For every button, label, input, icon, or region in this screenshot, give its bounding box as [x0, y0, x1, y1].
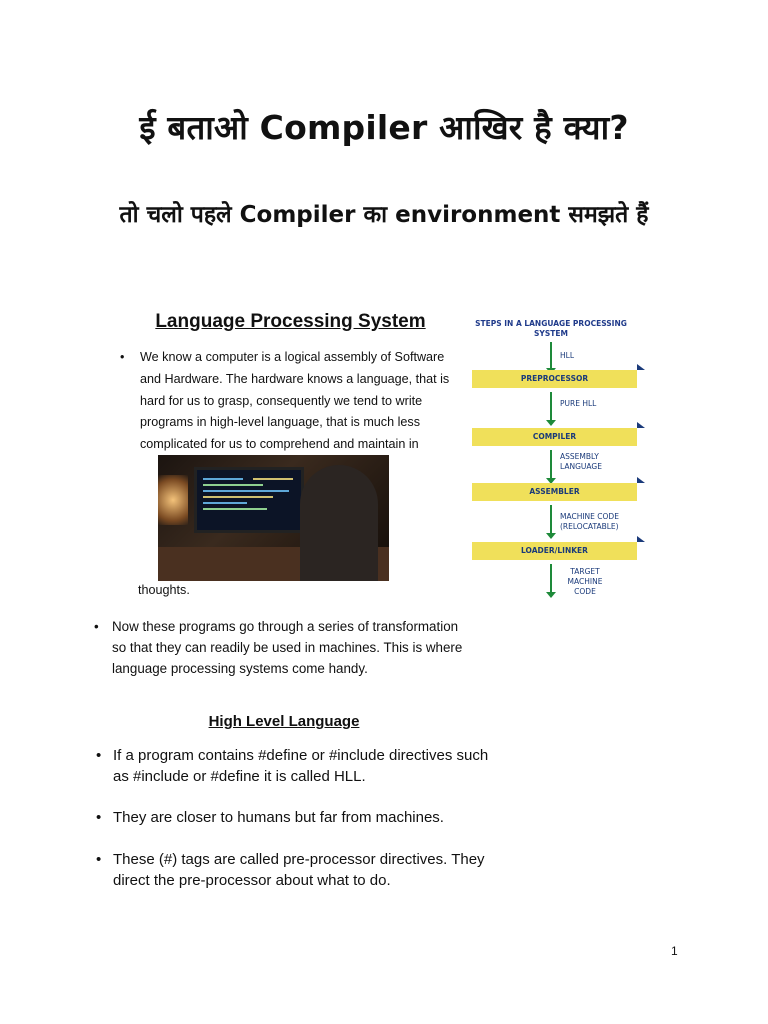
language-processing-slide [118, 305, 463, 605]
flow-box-loader-linker: LOADER/LINKER [472, 542, 637, 560]
flow-arrow [550, 342, 552, 370]
transformation-text: Now these programs go through a series of transformation so that they can readily be used in machines. This is where language processing systems come handy. [112, 619, 463, 676]
programmer-photo [158, 455, 389, 581]
flow-label: TARGET MACHINE CODE [567, 567, 603, 596]
bullet-icon: • [96, 747, 102, 764]
hll-heading: High Level Language [208, 713, 360, 730]
flow-box-preprocessor: PREPROCESSOR [472, 370, 637, 388]
monitor-graphic [194, 467, 304, 533]
hll-bullet [96, 807, 496, 828]
flow-arrow [550, 505, 552, 535]
heading-hindi-2: तो चलो पहले Compiler का environment समझते हैं [119, 202, 649, 228]
slide-title: Language Processing System [155, 311, 426, 332]
bullet-icon: • [94, 619, 99, 634]
bullet-icon: • [96, 851, 102, 868]
flow-arrow [550, 392, 552, 422]
page-number: 1 [671, 944, 678, 958]
bullet-icon: • [120, 350, 125, 364]
flow-arrow [550, 564, 552, 594]
hll-bullet-text: These (#) tags are called pre-processor directives. They direct the pre-processor about what to do. [113, 851, 485, 889]
slide-bullet [120, 347, 460, 456]
bullet-icon: • [96, 809, 102, 826]
flow-label: MACHINE CODE (RELOCATABLE) [560, 512, 619, 531]
flow-arrow [550, 450, 552, 480]
flow-box-compiler: COMPILER [472, 428, 637, 446]
slide-bullet-text: We know a computer is a logical assembly of Software and Hardware. The hardware knows a language, that is hard for us to grasp, consequently we tend to write programs in high-level language, that is much less complicated for us to comprehend and maintain in [140, 350, 450, 452]
flow-label: HLL [560, 351, 574, 360]
language-processing-flowchart [466, 315, 648, 605]
flow-label: ASSEMBLY LANGUAGE [560, 452, 602, 471]
hll-bullet [96, 745, 496, 787]
heading-hindi-1: ई बताओ Compiler आखिर है क्या? [139, 108, 629, 147]
hll-bullet-text: If a program contains #define or #include directives such as #include or #define it is called HLL. [113, 747, 489, 785]
lamp-graphic [158, 475, 188, 525]
hll-bullet-text: They are closer to humans but far from machines. [113, 809, 444, 826]
hll-bullet [96, 849, 496, 891]
flow-label: PURE HLL [560, 399, 597, 408]
flowchart-title: STEPS IN A LANGUAGE PROCESSING SYSTEM [475, 319, 627, 338]
person-silhouette [300, 465, 378, 581]
flow-box-assembler: ASSEMBLER [472, 483, 637, 501]
transformation-bullet [94, 616, 474, 679]
slide-tail-text: thoughts. [138, 583, 190, 597]
